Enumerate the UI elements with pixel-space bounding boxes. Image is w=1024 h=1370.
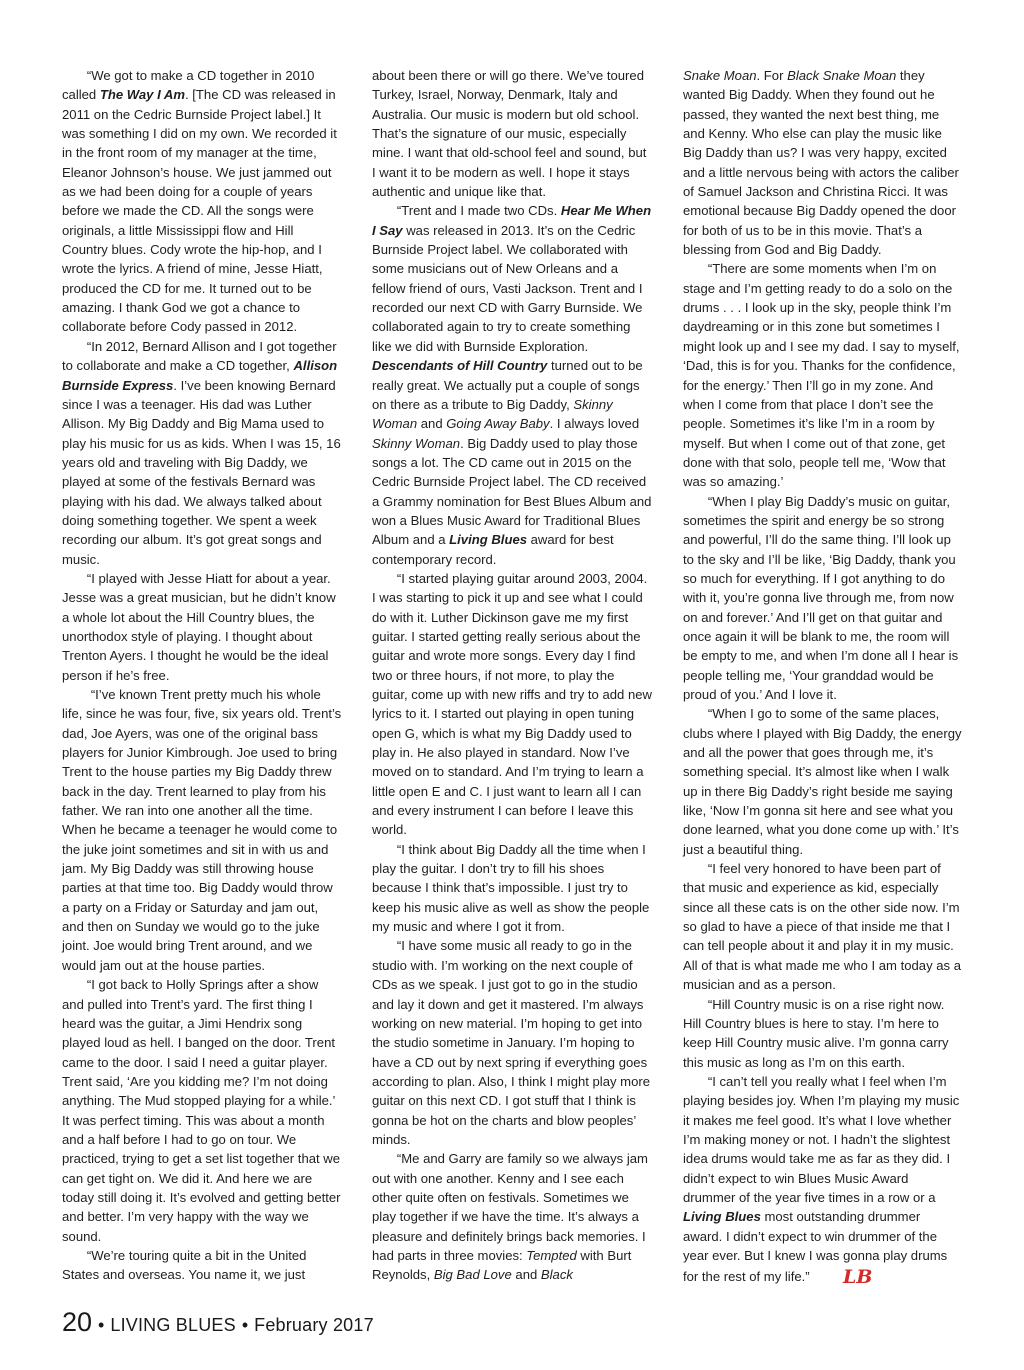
paragraph: “I started playing guitar around 2003, 2004. I was starting to pick it up and see what I could do with it. Luther Dickinson gave me my first guitar. I started getting really serious about the guitar and wrote more songs. Every day I find two or three hours, if not more, to play the guitar, come up with new riffs and try to add new lyrics to it. I started out playing in open tuning open G, which is what my Big Daddy used to play in. He also played in standard. Now I’ve moved on to standard. And I’m trying to learn a little open E and C. I just want to learn all I can and every instrument I can before I leave this world. [372, 570, 652, 838]
paragraph: “I got back to Holly Springs after a show and pulled into Trent’s yard. The first thing I heard was the guitar, a Jimi Hendrix song played loud as hell. I banged on the door. Trent came to the door. I said I need a guitar player. Trent said, ‘Are you kidding me? I’m not doing anything. The Mud stopped playing for a while.’ It was perfect timing. This was about a month and a half before I had to go on tour. We practiced, trying to get a set list together that we can get tight on. We did it. And here we are today still doing it. It’s evolved and getting better and better. I’m very happy with the way we sound. [62, 977, 341, 1244]
album-title: The Way I Am [99, 87, 185, 103]
paragraph: about been there or will go there. We’ve toured Turkey, Israel, Norway, Denmark, Italy and Australia. Our music is modern but old school. That’s the signature of our music, especially mine. I want that old-school feel and sound, but I want it to be modern as well. I hope it stays authentic and unique like that. [372, 68, 647, 200]
paragraph: “I think about Big Daddy all the time when I play the guitar. I don’t try to fill his shoes because I think that’s impossible. I just try to keep his music alive as well as show the people my music and where I got it from. [372, 841, 650, 935]
movie-title: Tempted [526, 1247, 577, 1263]
paragraph: “Hill Country music is on a rise right now. Hill Country blues is here to stay. I’m here to keep Hill Country music alive. I’m gonna carry this music as long as I’m on this earth. [683, 996, 949, 1070]
album-title: Hear Me When I Say [372, 203, 652, 238]
issue-date: February 2017 [254, 1315, 374, 1335]
paragraph: “In 2012, Bernard Allison and I got together to collaborate and make a CD together, Allison Burnside Express. I’ve been knowing Bernard since I was a teenager. His dad was Luther Allison. My Big Daddy and Big Mama used to play his music for us as kids. When I was 15, 16 years old and traveling with Big Daddy, we played at some of the festivals Bernard was playing with his dad. We always talked about doing something together. We spent a week recording our album. It’s got great songs and music. [62, 338, 341, 567]
magazine-title: Living Blues [449, 532, 528, 548]
song-title: Going Away Baby [446, 416, 550, 432]
paragraph: “There are some moments when I’m on stage and I’m getting ready to do a solo on the drums . . . I look up in the sky, people think I’m daydreaming or in this zone but sometimes I might look up and I see my dad. I say to myself, ‘Dad, this is for you. Thanks for the confidence, for the energy.’ Then I’ll go in my zone. And when I come from that place I don’t see the people. Sometimes it’s like I’m in a room by myself. But when I come out of that zone, get done with that solo, people tell me, ‘Wow that was so amazing.’ [683, 261, 960, 490]
paragraph: “I can’t tell you really what I feel when I’m playing besides joy. When I’m playing my music it makes me feel good. It’s what I love whether I’m making money or not. I hadn’t the slightest idea drums would take me as far as they did. I didn’t expect to win Blues Music Award drummer of the year five times in a row or a Living Blues most outstanding drummer award. I didn’t expect to win drummer of the year ever. But I knew I was gonna play drums for the rest of my life.” LB [683, 1072, 963, 1293]
movie-title: Snake Moan [683, 68, 757, 83]
footer-bullet: • [98, 1315, 105, 1335]
movie-title: Black Snake Moan [787, 68, 897, 83]
article-column-3 [683, 66, 963, 1293]
paragraph: “When I play Big Daddy’s music on guitar, sometimes the spirit and energy be so strong and powerful, I’ll do the same thing. I’ll look up to the sky and I’ll be like, ‘Big Daddy, thank you so much for everything. If I got anything to do with it, you’re gonna live through me, from now on and forever.’ And I’ll get on that guitar and once again it will be blank to me, the room will be empty to me, and when I’m done all I hear is people telling me, ‘Your granddad would be proud of you.’ And I love it. [683, 493, 959, 702]
page-number: 20 [62, 1307, 93, 1337]
album-title: Descendants of Hill Country [372, 358, 548, 374]
movie-title: Big Bad Love [433, 1267, 512, 1283]
paragraph: “I feel very honored to have been part of that music and experience as kid, especially since all these cats is on the other side now. I’m so glad to have a piece of that inside me that I can tell people about it and play it in my music. All of that is what made me who I am today as a musician and as a person. [683, 861, 962, 993]
song-title: Skinny Woman [372, 435, 461, 451]
magazine-name: LIVING BLUES [110, 1315, 236, 1335]
paragraph: “We got to make a CD together in 2010 called The Way I Am. [The CD was released in 2011 on the Cedric Burnside Project label.] It was something I did on my own. We recorded it in the front room of my manager at the time, Eleanor Johnson’s house. We just jammed out as we had been doing for a couple of years before we made the CD. All the songs were originals, a little Mississippi flow and Hill Country blues. Cody wrote the hip-hop, and I wrote the lyrics. A friend of mine, Jesse Hiatt, produced the CD for me. It turned out to be amazing. I thank God we got a chance to collaborate before Cody passed in 2012. [62, 68, 337, 335]
paragraph: Snake Moan. For Black Snake Moan they wanted Big Daddy. When they found out he passed, they wanted the next best thing, me and Kenny. Who else can play the music like Big Daddy than us? I was very happy, excited and a little nervous being with actors the caliber of Samuel Jackson and Christina Ricci. It was emotional because Big Daddy opened the door for both of us to be in this movie. That’s a blessing from God and Big Daddy. [683, 68, 959, 258]
paragraph: “I played with Jesse Hiatt for about a year. Jesse was a great musician, but he didn’t know a whole lot about the Hill Country blues, the unorthodox style of playing. I thought about Trenton Ayers. I thought he would be the ideal person if he’s free. [62, 570, 336, 683]
article-column-2 [372, 66, 652, 1285]
song-title: Skinny Woman [372, 396, 613, 432]
paragraph: “When I go to some of the same places, clubs where I played with Big Daddy, the energy and all the power that goes through me, it’s something special. It’s almost like when I walk up in there Big Daddy’s right beside me saying like, ‘Now I’m gonna sit here and see what you done learned, what you done come up with.’ It’s just a beautiful thing. [683, 706, 962, 857]
paragraph: “Me and Garry are family so we always jam out with one another. Kenny and I see each other quite often on festivals. Sometimes we play together if we have the time. It’s always a pleasure and definitely brings back memories. I had parts in three movies: Tempted with Burt Reynolds, Big Bad Love and Black [372, 1151, 648, 1283]
paragraph: “Trent and I made two CDs. Hear Me When I Say was released in 2013. It’s on the Cedric Burnside Project label. We collaborated with some musicians out of New Orleans and a fellow friend of ours, Vasti Jackson. Trent and I recorded our next CD with Garry Burnside. We collaborated again to try to create something like we did with Burnside Exploration. Descendants of Hill Country turned out to be really great. We actually put a couple of songs on there as a tribute to Big Daddy, Skinny Woman and Going Away Baby. I always loved Skinny Woman. Big Daddy used to play those songs a lot. The CD came out in 2015 on the Cedric Burnside Project label. The CD received a Grammy nomination for Best Blues Album and won a Blues Music Award for Traditional Blues Album and a Living Blues award for best contemporary record. [372, 203, 652, 567]
living-blues-end-mark-icon [818, 1265, 873, 1292]
paragraph: “I’ve known Trent pretty much his whole life, since he was four, five, six years old. Trent’s dad, Joe Ayers, was one of the original bass players for Junior Kimbrough. Joe used to bring Trent to the house parties my Big Daddy threw back in the day. Trent learned to play from his father. We ran into one another all the time. When he became a teenager he would come to the juke joint sometimes and sit in with us and jam. My Big Daddy was still throwing house parties at that time too. Big Daddy would throw a party on a Friday or Saturday and jam out, and then on Sunday we would go to the juke joint. Joe would bring Trent around, and we would jam out at the house parties. [62, 687, 342, 973]
page-footer [62, 1307, 374, 1338]
movie-title: Black [540, 1267, 573, 1283]
magazine-title: Living Blues [683, 1209, 761, 1225]
article-column-1 [62, 66, 342, 1285]
footer-bullet: • [241, 1315, 249, 1335]
paragraph: “I have some music all ready to go in the studio with. I’m working on the next couple of CDs as we speak. I just got to go in the studio and lay it down and get it mastered. I’m always working on new material. I’m hoping to get into the studio sometime in January. I’m hoping to have a CD out by next spring if everything goes according to plan. Also, I think I might play more guitar on this next CD. I got stuff that I think is gonna be hot on the charts and blow peoples’ minds. [372, 938, 651, 1147]
svg-text:LB: LB [843, 1266, 873, 1289]
album-title: Allison Burnside Express [62, 358, 338, 393]
paragraph: “We’re touring quite a bit in the United States and overseas. You name it, we just [62, 1247, 307, 1283]
